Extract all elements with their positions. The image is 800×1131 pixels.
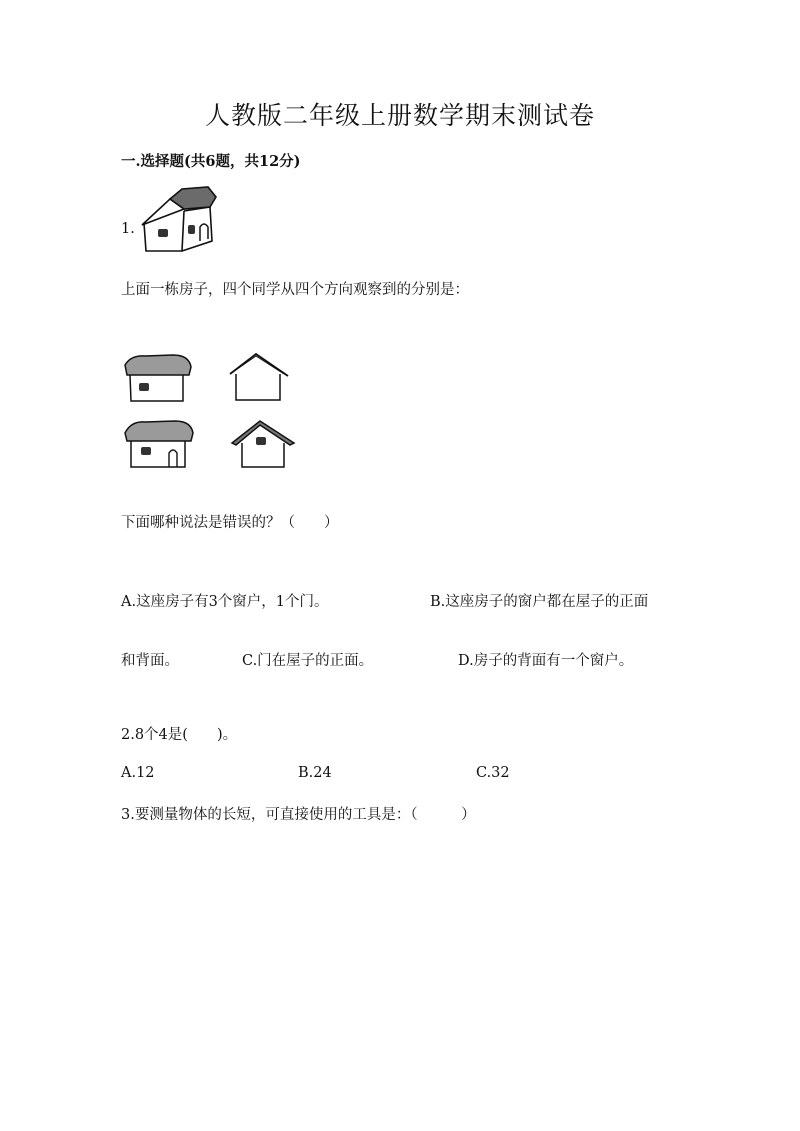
page-title: 人教版二年级上册数学期末测试卷 — [204, 101, 595, 130]
q1-question: 下面哪种说法是错误的？（ ） — [121, 515, 339, 531]
q1-option-d: D.房子的背面有一个窗户。 — [458, 653, 634, 669]
q1-number: 1. — [121, 221, 135, 237]
q1-option-b-continued: 和背面。 — [121, 653, 179, 669]
house-front-window-door-icon — [123, 419, 195, 469]
q2-question: 2.8个4是( )。 — [121, 727, 238, 743]
q1-option-a: A.这座房子有3个窗户，1个门。 — [121, 594, 329, 610]
q1-intro: 上面一栋房子，四个同学从四个方向观察到的分别是： — [121, 282, 469, 298]
q1-option-c: C.门在屋子的正面。 — [242, 653, 374, 669]
q2-option-a: A.12 — [121, 765, 155, 781]
house-3d-icon — [138, 185, 222, 255]
q1-option-b: B.这座房子的窗户都在屋子的正面 — [430, 594, 649, 610]
house-side-window-icon — [230, 419, 296, 469]
q3-question: 3.要测量物体的长短，可直接使用的工具是：（ ） — [121, 807, 476, 823]
q2-option-c: C.32 — [476, 765, 510, 781]
house-side-outline-icon — [226, 352, 292, 402]
q2-option-b: B.24 — [298, 765, 332, 781]
section-heading: 一.选择题(共6题，共12分) — [121, 153, 301, 170]
house-front-window-icon — [123, 353, 193, 403]
